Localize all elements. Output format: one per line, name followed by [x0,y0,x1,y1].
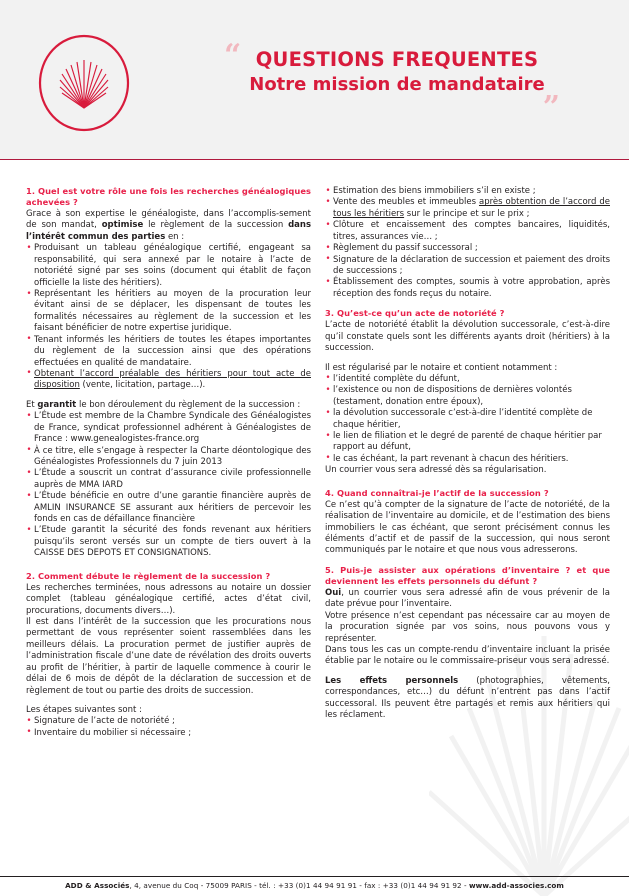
list-item: • L’Étude a souscrit un contrat d’assurance civile professionnelle auprès de MMA IARD [26,468,311,491]
question-3-heading: 3. Qu’est-ce qu’un acte de notoriété ? [325,308,505,319]
steps-continued-list [325,186,610,300]
list-item: • Produisant un tableau généalogique certifié, engageant sa responsabilité, qui sera annexé par le notaire à l’acte de notoriété signé par ses soins (document qui établit de façon officielle la liste des héritiers). [26,243,311,289]
q1-bullet4-underlined: Obtenant l’accord préalable des héritiers pour tout acte de disposition [34,368,311,391]
question-5-para-2: Votre présence n’est cependant pas nécessaire car au moyen de la procuration signée par vos soins, nous pouvons vous y représenter. [325,610,610,644]
question-2-heading: 2. Comment débute le règlement de la succession ? [26,570,271,581]
q5-para1-rest: , un courrier vous sera adressé afin de vous prévenir de la date prévue pour l’inventaire. [325,587,610,610]
question-2-steps [26,716,311,739]
list-item: • l’identité complète du défunt, [325,374,610,385]
question-5-heading: 5. Puis-je assister aux opérations d’inventaire ? et que deviennent les effets personnels du défunt ? [325,564,610,586]
list-item: • Signature de la déclaration de succession et paiement des droits de successions ; [325,255,610,278]
list-item: • Tenant informés les héritiers de toutes les étapes importantes du règlement de la succession ainsi que des opérations effectuées en qualité de mandataire. [26,335,311,369]
list-item: • Règlement du passif successoral ; [325,243,610,254]
question-5-para-4 [325,676,610,722]
q1-optimise: optimise [101,220,144,231]
add-associes-leaf-logo [36,31,132,135]
page-header [0,0,629,160]
spacer [26,697,311,705]
quote-close-icon: ” [542,89,558,125]
list-item: • le cas échéant, la part revenant à chacun des héritiers. [325,454,610,465]
question-3-bullets [325,374,610,465]
question-4-heading: 4. Quand connaîtrai-je l’actif de la succession ? [325,487,549,498]
q1-intro-a: Grace à son expertise le généalogiste, dans l’accomplis-sement de son mandat, [26,209,311,231]
question-5-para-3: Dans tous les cas un compte-rendu d’inventaire incluant la prisée établie par le notaire ou le commissaire-priseur vous sera adressé. [325,645,610,667]
q1-interet-commun: dans l’intérêt commun des parties [26,220,312,242]
footer-website[interactable]: www.add-associes.com [468,881,564,890]
list-item: • Inventaire du mobilier si nécessaire ; [26,728,311,739]
list-item: • Représentant les héritiers au moyen de la procuration leur évitant ainsi de se déplacer, les dispensant de toutes les formalités nécessaires au règlement de la succession et les faisant bénéficier de notre expertise juridique. [26,289,311,335]
list-item: • L’Etude garantit la sécurité des fonds revenant aux héritiers puisqu’ils seront versés sur un compte de tiers ouvert à la CAISSE DES DEPOTS ET CONSIGNATIONS. [26,525,311,559]
document-body [0,160,629,739]
list-item: • À ce titre, elle s’engage à respecter la Charte déontologique des Généalogistes Professionnels du 7 juin 2013 [26,446,311,469]
question-1-intro [26,209,311,243]
question-3-closing: Un courrier vous sera adressé dès sa régularisation. [325,465,547,476]
question-5-para-1 [325,588,610,611]
question-2-steps-label: Les étapes suivantes sont : [26,704,142,715]
page-subtitle: Notre mission de mandataire [249,74,545,96]
vente-a: Vente des meubles et immeubles [333,197,479,208]
q1-bullet4-rest: (vente, licitation, partage…). [79,380,206,391]
question-2-para-2: Il est dans l’intérêt de la succession que les procurations nous permettant de vous représenter soient rassemblées dans les meilleurs délais. La procuration permet de justifier auprès de l’administration fiscale d’une date de révélation des droits ouverts au profit de l’héritier, à partir de laquelle commence à courir le délai de 6 mois de dépôt de la déclaration de succession et de règlement de tout ou partie des droits de succession. [26,617,311,696]
question-3-para-1: L’acte de notoriété établit la dévolution successorale, c’est-à-dire qu’il constate quels sont les différents ayants droit (héritiers) à la succession. [325,320,610,354]
question-1-garantit [26,400,311,411]
vente-underlined: après obtention de l’accord de tous les héritiers [333,197,610,219]
right-column [325,186,610,739]
q1-garantit-c: le bon déroulement du règlement de la succession : [76,399,301,410]
question-1-guarantee-bullets [26,411,311,559]
list-item: • Estimation des biens immobiliers s’il en existe ; [325,186,610,197]
footer-contact-line [0,877,629,896]
q1-garantit-word: garantit [37,399,77,410]
page-title: QUESTIONS FREQUENTES [255,48,539,71]
list-item [325,197,610,220]
list-item: • la dévolution successorale c’est-à-dire l’identité complète de chaque héritier, [325,408,610,431]
quote-open-icon: “ [224,38,240,73]
vente-rest: sur le principe et sur le prix ; [404,208,530,219]
q5-para4-rest: (photographies, vêtements, correspondances, etc…) du défunt n’entrent pas dans l’actif successoral. Ils peuvent être partagés et remis aux héritiers qui les réclament. [325,675,610,721]
list-item [26,369,311,392]
question-1-heading: 1. Quel est votre rôle une fois les recherches généalogiques achevées ? [26,186,311,208]
spacer [325,557,610,565]
page-footer [0,876,629,896]
list-item: • le lien de filiation et le degré de parenté de chaque héritier par rapport au défunt, [325,431,610,454]
question-3-para-2: Il est régularisé par le notaire et contient notamment : [325,362,558,373]
header-title-block [224,38,562,125]
spacer [325,300,610,308]
q1-garantit-a: Et [26,399,38,410]
spacer [325,668,610,676]
q5-oui: Oui [325,587,342,598]
list-item: • Signature de l’acte de notoriété ; [26,716,311,727]
spacer [26,392,311,400]
spacer [325,355,610,363]
question-1-bullets [26,243,311,391]
q1-intro-c: le règlement de la succession [143,220,289,231]
list-item: • Établissement des comptes, soumis à votre approbation, après réception des fonds reçus du notaire. [325,277,610,300]
q5-effets-personnels: Les effets personnels [325,675,459,686]
list-item: • Clôture et encaissement des comptes bancaires, liquidités, titres, assurances vie… ; [325,220,610,243]
list-item: • l’existence ou non de dispositions de dernières volontés (testament, donation entre époux), [325,385,610,408]
question-4-para-1: Ce n’est qu’à compter de la signature de l’acte de notoriété, de la réalisation de l’inventaire au domicile, et de l’estimation des biens immobiliers le cas échéant, que seront précisément connus les éléments d’actif et de passif de la succession, qui nous seront communiqués par le notaire et que nous vous adresserons. [325,499,610,556]
list-item: • L’Étude bénéficie en outre d’une garantie financière auprès de AMLIN INSURANCE SE assurant aux héritiers de percevoir les fonds en cas de défaillance financière [26,491,311,525]
q1-intro-e: en : [165,231,185,242]
question-2-para-1: Les recherches terminées, nous adressons au notaire un dossier complet (tableau généalogique certifié, actes d’état civil, procurations, documents divers…). [26,582,311,616]
list-item: • L’Étude est membre de la Chambre Syndicale des Généalogistes de France, syndicat professionnel adhérent à Généalogistes de France : www.genealogistes-france.org [26,411,311,445]
left-column [26,186,311,739]
footer-company-name: ADD & Associés [65,881,130,890]
footer-address-phone: , 4, avenue du Coq - 75009 PARIS - tél. : +33 (0)1 44 94 91 91 - fax : +33 (0)1 44 94 91 92 - [129,881,469,890]
